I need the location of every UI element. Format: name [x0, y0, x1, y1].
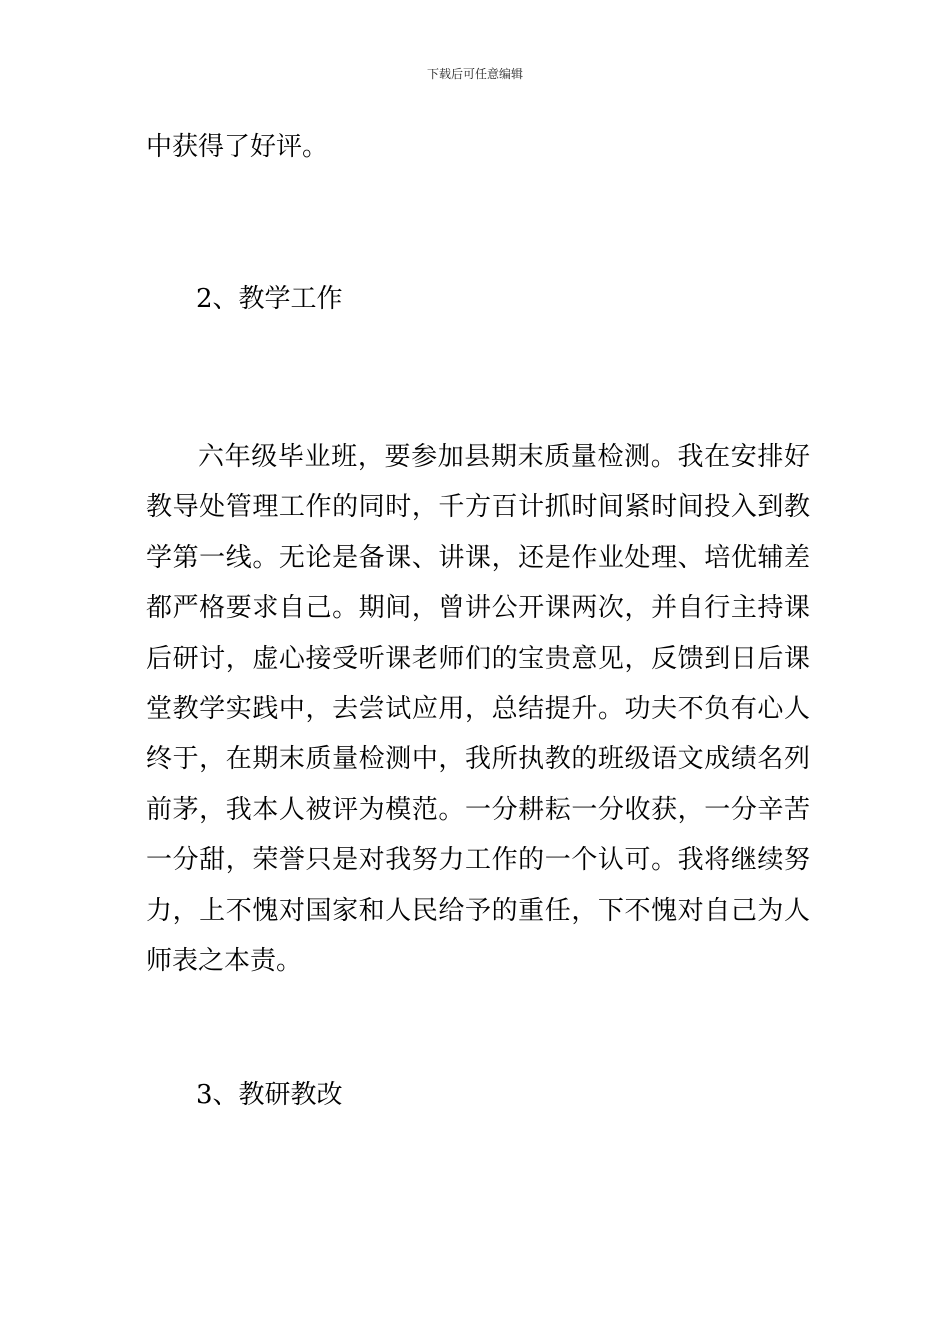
section-heading-research: 3、教研教改 [196, 1080, 343, 1110]
page-header: 下载后可任意编辑 [426, 67, 523, 81]
teaching-paragraph: 六年级毕业班，要参加县期末质量检测。我在安排好教导处管理工作的同时，千方百计抓时间紧时间投入到教学第一线。无论是备课、讲课，还是作业处理、培优辅差都严格要求自己。期间，曾讲公开课两次，并自行主持课后研讨，虚心接受听课老师们的宝贵意见，反馈到日后课堂教学实践中，去尝试应用，总结提升。功夫不负有心人终于，在期末质量检测中，我所执教的班级语文成绩名列前茅，我本人被评为模范。一分耕耘一分收获，一分辛苦一分甜，荣誉只是对我努力工作的一个认可。我将继续努力，上不愧对国家和人民给予的重任，下不愧对自己为人师表之本责。 [146, 442, 810, 977]
continued-text-line: 中获得了好评。 [146, 132, 329, 162]
section-heading-teaching: 2、教学工作 [196, 284, 343, 314]
